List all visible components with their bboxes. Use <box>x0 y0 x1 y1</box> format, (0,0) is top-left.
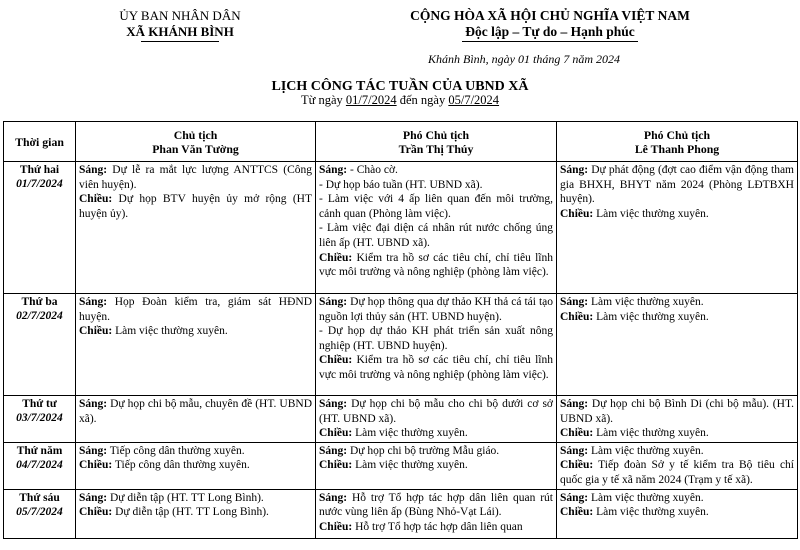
afternoon-label: Chiều: <box>560 207 594 220</box>
morning-label: Sáng: <box>79 444 108 457</box>
vice-chair-2-role: Phó Chủ tịch <box>643 127 711 142</box>
afternoon-label: Chiều: <box>319 251 353 264</box>
entry-text: Làm việc thường xuyên. <box>588 444 704 457</box>
afternoon-entry <box>560 458 794 487</box>
afternoon-entry <box>319 426 553 441</box>
morning-entry <box>319 444 553 459</box>
entry-text: Dự diễn tập (HT. TT Long Bình). <box>112 506 269 519</box>
chairman-role: Chủ tịch <box>173 127 218 142</box>
morning-entry <box>79 491 312 506</box>
table-row <box>4 162 798 294</box>
afternoon-label: Chiều: <box>319 520 353 533</box>
table-row <box>4 489 798 538</box>
date-to: 05/7/2024 <box>448 93 500 107</box>
day-cell <box>4 396 76 443</box>
entry-text: Dự họp chi bộ mẫu cho chi bộ dưới cơ sở (HT. UBND xã). <box>319 398 553 425</box>
morning-label: Sáng: <box>79 164 108 176</box>
morning-entry <box>560 163 794 207</box>
vice-chair-2-cell <box>557 442 798 489</box>
morning-label: Sáng: <box>79 398 108 410</box>
day-date: 01/7/2024 <box>16 178 63 190</box>
morning-label: Sáng: <box>79 491 108 504</box>
morning-entry <box>560 397 794 426</box>
vice-chair-2-cell <box>557 162 798 294</box>
authority-underline <box>141 41 219 42</box>
entry-text: Làm việc thường xuyên. <box>352 459 468 472</box>
afternoon-label: Chiều: <box>79 459 113 472</box>
entry-line: - Làm việc đại diện cá nhân rút nước chống úng liên ấp (HT. UBND xã). <box>319 222 553 249</box>
entry-text: Làm việc thường xuyên. <box>593 427 709 440</box>
chairman-cell <box>76 294 316 396</box>
entry-text: Làm việc thường xuyên. <box>352 427 468 440</box>
header-time: Thời gian <box>4 122 76 162</box>
entry-text: Làm việc thường xuyên. <box>593 310 709 323</box>
entry-text: Tiếp đoàn Sở y tế kiểm tra Bộ tiêu chí quốc gia y tế xã năm 2024 (Trạm y tế xã). <box>560 459 794 486</box>
afternoon-label: Chiều: <box>560 427 594 440</box>
entry-line: - Làm việc với 4 ấp liên quan đến môi trường, cảnh quan (Phòng làm việc). <box>319 193 553 220</box>
entry-text: Kiểm tra hồ sơ các tiêu chí, chỉ tiêu lĩnh vực môi trường và nông nghiệp (phòng làm việc). <box>319 354 553 381</box>
afternoon-label: Chiều: <box>319 354 353 367</box>
day-date: 03/7/2024 <box>16 412 63 424</box>
document-title: LỊCH CÔNG TÁC TUẦN CỦA UBND XÃ <box>271 79 529 94</box>
table-row <box>4 442 798 489</box>
header-chairman <box>76 122 316 162</box>
afternoon-entry <box>560 426 794 441</box>
morning-entry <box>79 444 312 459</box>
entry-text: Dự họp chi bộ mẫu, chuyên đề (HT. UBND xã). <box>79 398 312 425</box>
day-date: 02/7/2024 <box>16 310 63 322</box>
chairman-cell <box>76 489 316 538</box>
afternoon-entry <box>560 505 794 520</box>
morning-entry <box>560 491 794 506</box>
afternoon-entry <box>319 251 553 280</box>
morning-label: Sáng: <box>319 491 348 504</box>
morning-label: Sáng: <box>319 398 348 410</box>
afternoon-label: Chiều: <box>79 325 113 338</box>
morning-label: Sáng: <box>319 164 348 176</box>
morning-label: Sáng: <box>560 398 589 410</box>
vice-chair-1-name: Trần Thị Thúy <box>398 141 474 156</box>
vice-chair-1-cell <box>316 396 557 443</box>
entry-text: Dự phát động (đợt cao điểm vận động tham gia BHXH, BHYT năm 2024 (Phòng LĐTBXH huyện). <box>560 164 794 206</box>
entry-text: Làm việc thường xuyên. <box>588 491 704 504</box>
morning-entry <box>319 397 553 426</box>
morning-label: Sáng: <box>560 491 589 504</box>
header-vice-chair-2 <box>557 122 798 162</box>
morning-label: Sáng: <box>560 164 589 176</box>
date-range <box>0 93 800 108</box>
header-vice-chair-1 <box>316 122 557 162</box>
authority-line-2: XÃ KHÁNH BÌNH <box>126 24 234 39</box>
vice-chair-1-cell <box>316 294 557 396</box>
afternoon-entry <box>560 310 794 325</box>
motto-underline <box>462 41 638 42</box>
morning-label: Sáng: <box>560 296 589 308</box>
day-cell <box>4 162 76 294</box>
vice-chair-2-name: Lê Thanh Phong <box>634 141 720 156</box>
entry-text: Họp Đoàn kiểm tra, giám sát HĐND huyện. <box>79 296 312 323</box>
entry-text: Dự diễn tập (HT. TT Long Bình). <box>107 491 264 504</box>
morning-entry <box>79 295 312 324</box>
day-date: 04/7/2024 <box>16 458 63 471</box>
entry-line: - Dự họp dự thảo KH phát triển sản xuất nông nghiệp (HT. UBND huyện). <box>319 325 553 352</box>
table-row <box>4 294 798 396</box>
date-range-middle: đến ngày <box>396 93 449 107</box>
afternoon-label: Chiều: <box>79 193 113 206</box>
day-cell <box>4 442 76 489</box>
vice-chair-2-cell <box>557 489 798 538</box>
chairman-name: Phan Văn Tường <box>152 141 239 156</box>
morning-label: Sáng: <box>79 296 108 308</box>
afternoon-entry <box>79 505 312 520</box>
vice-chair-1-cell <box>316 489 557 538</box>
entry-text: Tiếp công dân thường xuyên. <box>112 459 250 472</box>
entry-text: Dự họp thông qua dự thảo KH thả cá tái tạo nguồn lợi thủy sản (HT. UBND huyện). <box>319 296 553 323</box>
national-heading <box>340 8 760 42</box>
day-name: Thứ tư <box>22 398 57 410</box>
entry-text: Làm việc thường xuyên. <box>593 506 709 519</box>
entry-text: - Chào cờ. <box>347 164 398 176</box>
entry-text: Hỗ trợ Tổ hợp tác hợp dân liên quan rút nước vùng liên ấp (Bùng Nhỏ-Vạt Lái). <box>319 491 553 519</box>
day-name: Thứ ba <box>21 296 58 308</box>
entry-text: Hỗ trợ Tổ hợp tác hợp dân liên quan <box>352 520 523 533</box>
day-name: Thứ năm <box>16 444 63 457</box>
entry-text: Dự lễ ra mắt lực lượng ANTTCS (Công viên huyện). <box>79 164 312 191</box>
afternoon-entry <box>79 458 312 473</box>
date-from: 01/7/2024 <box>345 93 397 107</box>
afternoon-label: Chiều: <box>560 459 594 472</box>
morning-label: Sáng: <box>319 296 348 308</box>
day-name: Thứ hai <box>19 164 60 176</box>
afternoon-label: Chiều: <box>319 427 353 440</box>
entry-text: Làm việc thường xuyên. <box>112 325 228 338</box>
afternoon-entry <box>319 458 553 473</box>
afternoon-entry <box>79 192 312 221</box>
morning-label: Sáng: <box>319 444 348 457</box>
entry-line: - Dự họp báo tuần (HT. UBND xã). <box>319 178 483 191</box>
entry-text: Dự họp chi bộ Bình Di (chi bộ mẫu). (HT. UBND xã). <box>560 398 794 425</box>
vice-chair-2-cell <box>557 396 798 443</box>
entry-text: Dự họp chi bộ trường Mẫu giáo. <box>347 444 500 457</box>
day-name: Thứ sáu <box>19 491 60 504</box>
date-line: Khánh Bình, ngày 01 tháng 7 năm 2024 <box>428 52 620 66</box>
morning-entry <box>79 163 312 192</box>
morning-entry <box>319 163 553 178</box>
vice-chair-1-role: Phó Chủ tịch <box>402 127 470 142</box>
entry-text: Tiếp công dân thường xuyên. <box>107 444 245 457</box>
entry-text: Kiểm tra hồ sơ các tiêu chí, chỉ tiêu lĩnh vực môi trường và nông nghiệp (phòng làm việc). <box>319 251 553 279</box>
authority-line-1: ỦY BAN NHÂN DÂN <box>119 8 241 23</box>
afternoon-entry <box>319 520 553 535</box>
table-row <box>4 396 798 443</box>
schedule-table <box>3 121 798 539</box>
date-range-prefix: Từ ngày <box>300 93 346 107</box>
entry-text: Dự họp BTV huyện ủy mở rộng (HT huyện ủy). <box>79 193 312 220</box>
morning-entry <box>319 295 553 324</box>
morning-entry <box>560 295 794 310</box>
afternoon-entry <box>560 207 794 222</box>
afternoon-label: Chiều: <box>560 310 594 323</box>
vice-chair-2-cell <box>557 294 798 396</box>
day-cell <box>4 294 76 396</box>
afternoon-entry <box>79 324 312 339</box>
entry-text: Làm việc thường xuyên. <box>588 296 704 308</box>
morning-entry <box>319 491 553 520</box>
afternoon-label: Chiều: <box>79 506 113 519</box>
chairman-cell <box>76 396 316 443</box>
afternoon-label: Chiều: <box>319 459 353 472</box>
morning-entry <box>560 444 794 459</box>
nation-motto: Độc lập – Tự do – Hạnh phúc <box>465 24 635 39</box>
afternoon-label: Chiều: <box>560 506 594 519</box>
vice-chair-1-cell <box>316 162 557 294</box>
table-header-row <box>4 122 798 162</box>
day-cell <box>4 489 76 538</box>
nation-name: CỘNG HÒA XÃ HỘI CHỦ NGHĨA VIỆT NAM <box>410 8 690 23</box>
morning-label: Sáng: <box>560 444 589 457</box>
entry-text: Làm việc thường xuyên. <box>593 207 709 220</box>
chairman-cell <box>76 442 316 489</box>
issuing-authority <box>60 8 300 42</box>
vice-chair-1-cell <box>316 442 557 489</box>
chairman-cell <box>76 162 316 294</box>
day-date: 05/7/2024 <box>16 505 63 518</box>
afternoon-entry <box>319 353 553 382</box>
morning-entry <box>79 397 312 426</box>
